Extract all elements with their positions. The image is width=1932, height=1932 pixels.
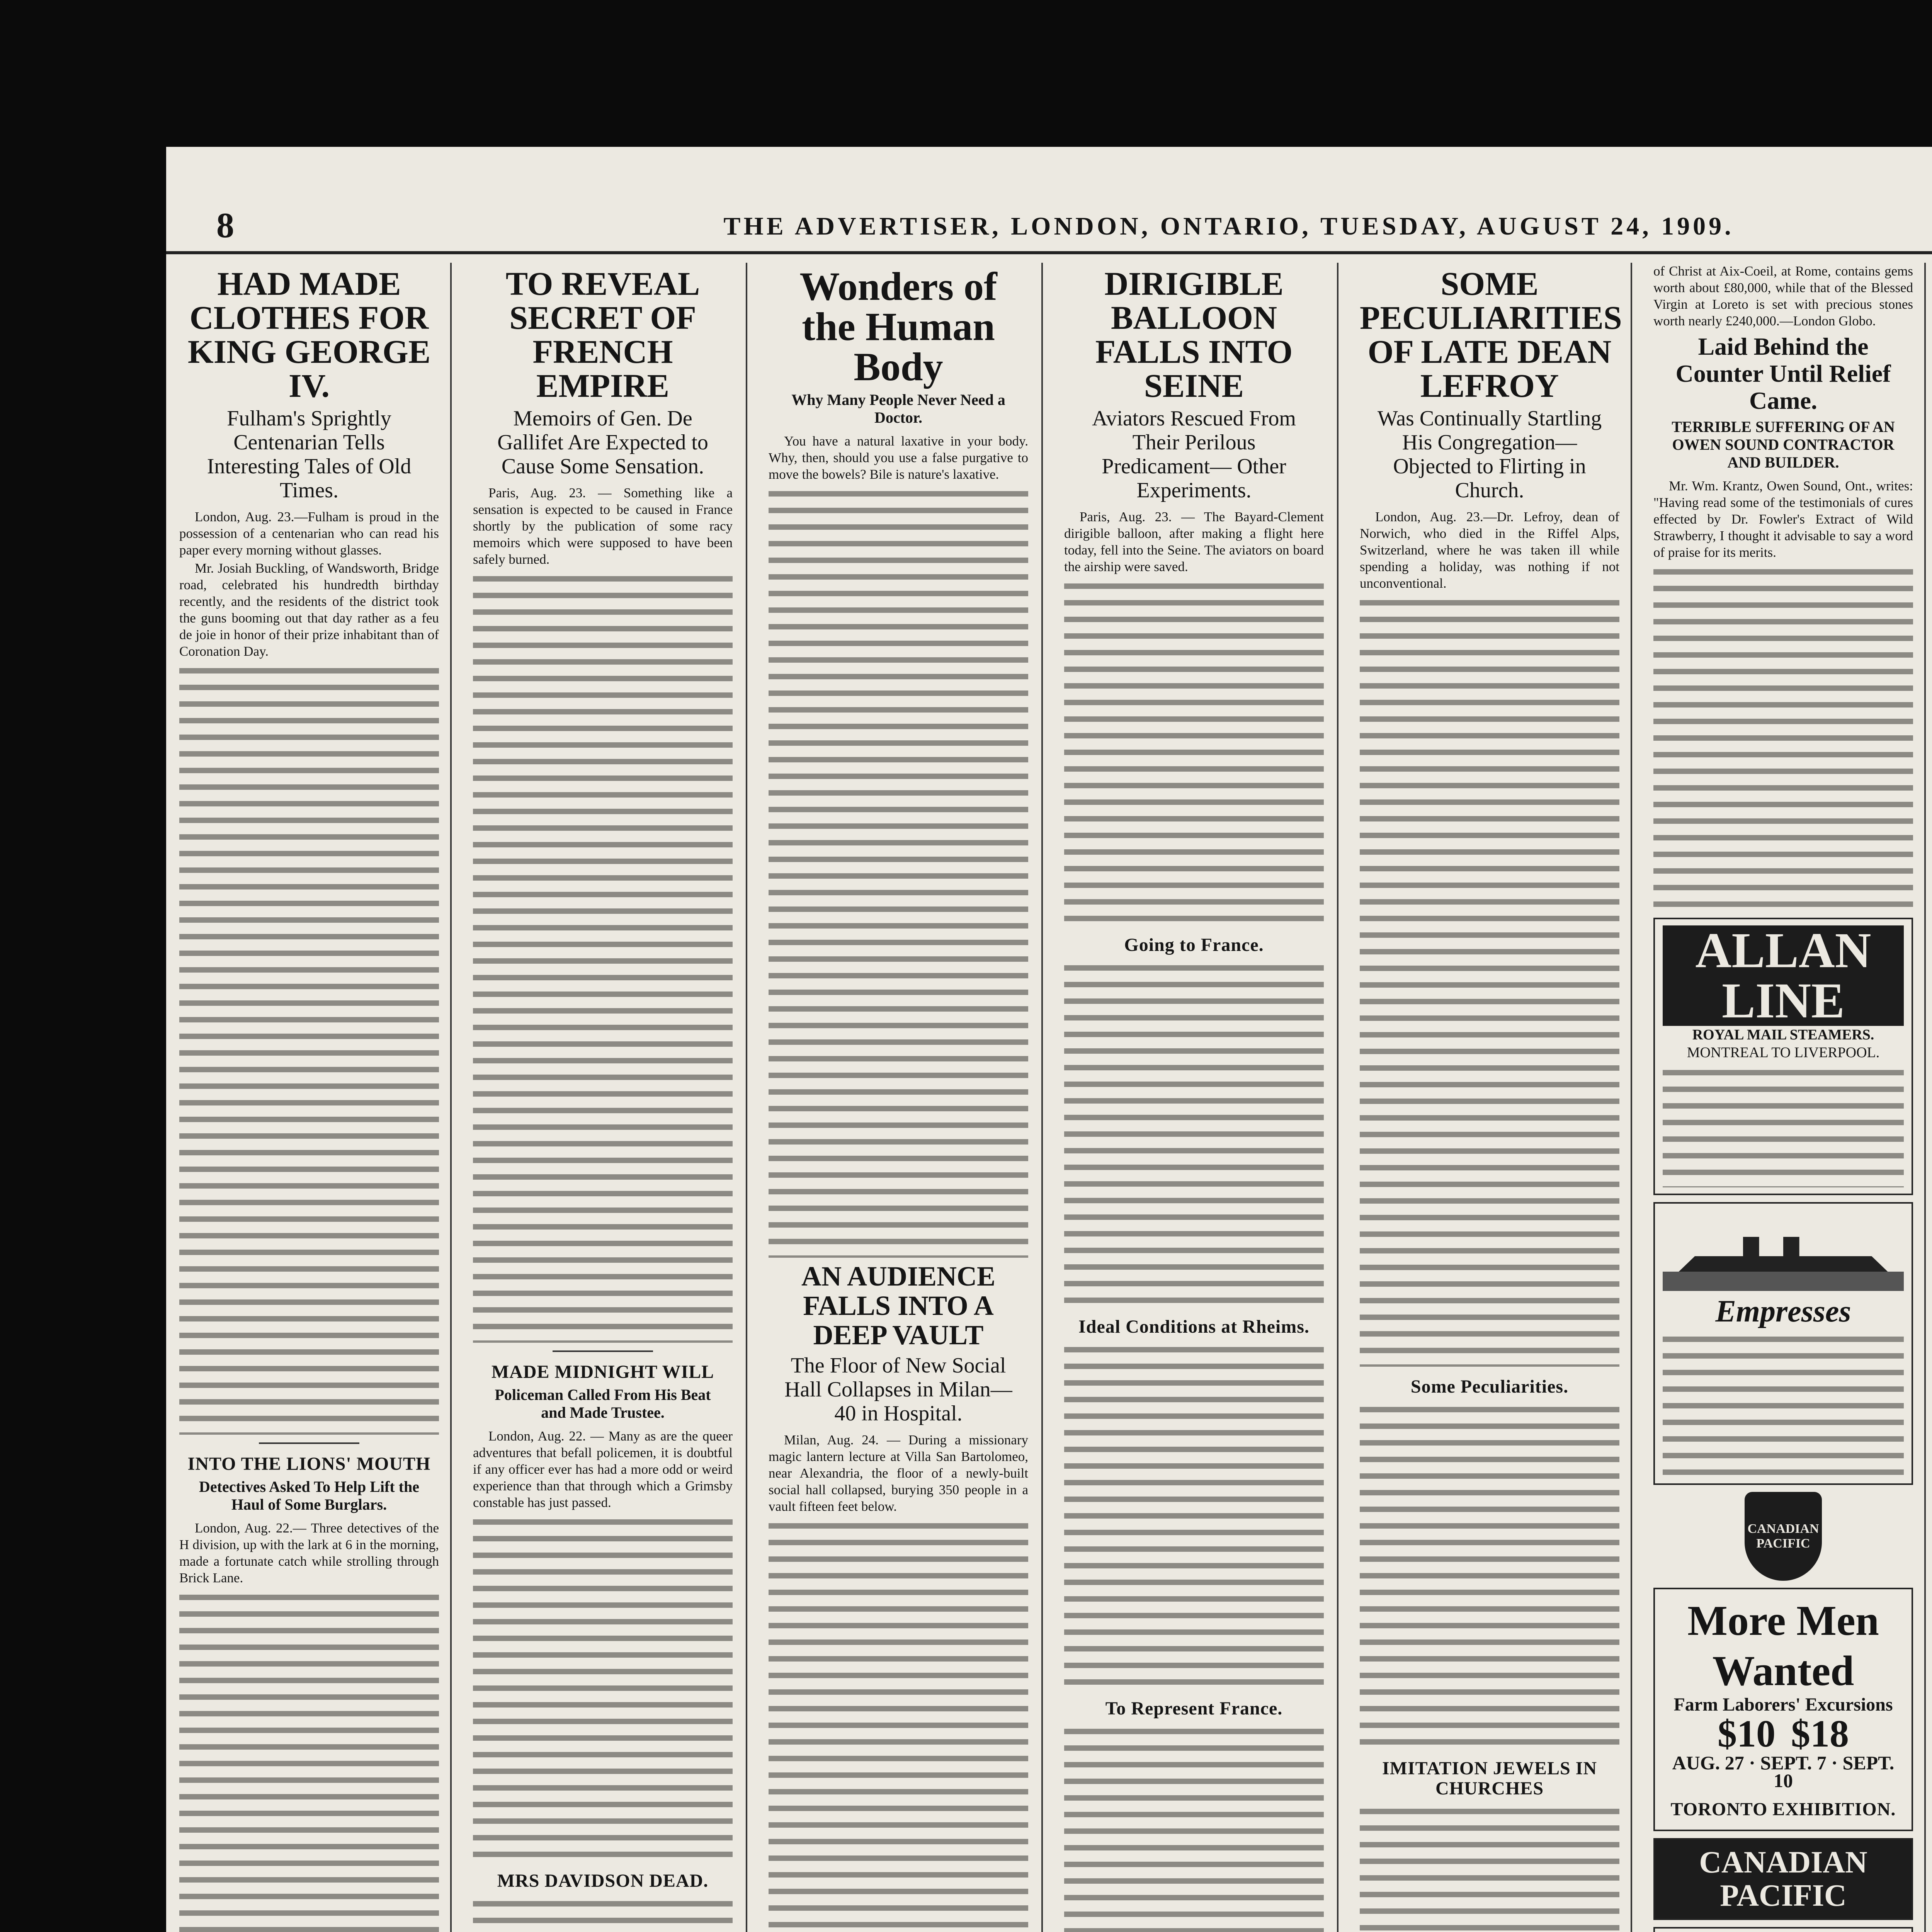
article-midnight-will: London, Aug. 22. — Many as are the queer adventures that befall policemen, it is doubtful if any officer ever has had a more odd or weird experience than that through which a Grimsby constable has just passed.	[473, 1429, 733, 1510]
column-rule	[746, 263, 747, 1932]
deck-human-body: Why Many People Never Need a Doctor.	[791, 391, 1005, 426]
subhead-going-france: Going to France.	[1124, 935, 1264, 955]
allan-line-ad	[1653, 918, 1913, 1195]
fare-return: $18	[1791, 1712, 1849, 1755]
canadian-pacific-banner	[1653, 1838, 1913, 1920]
headline-french-empire: TO REVEAL SECRET OF FRENCH EMPIRE	[505, 265, 700, 404]
article-owen-sound: Mr. Wm. Krantz, Owen Sound, Ont., writes: "Having read some of the testimonials of cures effected by Dr. Fowler's Extract of Wild Strawberry, I thought it advisable to say a word of praise for its merits.	[1653, 478, 1913, 560]
subhead-peculiarities: Some Peculiarities.	[1410, 1376, 1569, 1397]
page-number: 8	[216, 206, 234, 245]
deck-clothes: Fulham's Sprightly Centenarian Tells Interesting Tales of Old Times.	[207, 406, 412, 502]
deck-midnight-will: Policeman Called From His Beat and Made Trustee.	[495, 1386, 711, 1421]
article-text-block	[179, 1588, 439, 1932]
headline-audience: AN AUDIENCE FALLS INTO A DEEP VAULT	[801, 1261, 996, 1350]
article-jewels-continued: of Christ at Aix-Coeil, at Rome, contains gems worth about £80,000, while that of the Blessed Virgin at Loreto is set with precious stones worth nearly £240,000.—London Globo.	[1653, 264, 1913, 328]
subhead-represent-france: To Represent France.	[1105, 1698, 1283, 1719]
article-balloon: Paris, Aug. 23. — The Bayard-Clement dirigible balloon, after making a flight here today, fell into the Seine. The aviators on board the airship were saved.	[1064, 509, 1324, 574]
toronto-exhibition: TORONTO EXHIBITION.	[1670, 1799, 1896, 1820]
article-text-block	[1064, 577, 1324, 925]
column-rule	[450, 263, 452, 1932]
article-text-block	[473, 1513, 733, 1861]
headline-midnight-will: MADE MIDNIGHT WILL	[491, 1362, 714, 1382]
article-text-block	[179, 662, 439, 1435]
column-6	[1644, 263, 1922, 1932]
allan-line-logo: ALLAN LINE	[1663, 925, 1904, 1026]
deck-balloon: Aviators Rescued From Their Perilous Predicament— Other Experiments.	[1092, 406, 1296, 502]
column-rule	[1337, 263, 1338, 1932]
excursion-dates: AUG. 27 · SEPT. 7 · SEPT. 10	[1672, 1752, 1895, 1791]
headline-balloon: DIRIGIBLE BALLOON FALLS INTO SEINE	[1095, 265, 1293, 404]
more-men-title: More Men Wanted	[1687, 1597, 1879, 1694]
allan-line-sub: ROYAL MAIL STEAMERS.	[1692, 1027, 1874, 1043]
article-text-block	[769, 1517, 1028, 1932]
harvest-excursions: Farm Laborers' Excursions	[1673, 1694, 1893, 1715]
empresses-ad	[1653, 1202, 1913, 1485]
column-5	[1350, 263, 1629, 1932]
column-1	[170, 263, 448, 1932]
column-rule	[1041, 263, 1043, 1932]
article-clothes: London, Aug. 23.—Fulham is proud in the possession of a centenarian who can read his paper every morning without glasses. Mr. Josiah Buckling, of Wandsworth, Bridge road, celebrated his hundredth birthday recently, and the residents of the district took the guns booming out that day rather as a feu de joie in honor of their prize inhabitant than of Coronation Day.	[179, 509, 439, 659]
article-text-block	[1360, 1803, 1619, 1932]
headline-clothes: HAD MADE CLOTHES FOR KING GEORGE IV.	[187, 265, 431, 404]
article-text-block	[1064, 959, 1324, 1307]
farm-laborers-ad	[1653, 1927, 1913, 1932]
column-4	[1055, 263, 1333, 1932]
article-lefroy: London, Aug. 23.—Dr. Lefroy, dean of Norwich, who died in the Riffel Alps, Switzerland, where he was taken ill while spending a holiday, was nothing if not unconventional.	[1360, 509, 1619, 591]
deck-lions-mouth: Detectives Asked To Help Lift the Haul of Some Burglars.	[199, 1478, 419, 1513]
article-audience: Milan, Aug. 24. — During a missionary magic lantern lecture at Villa San Bartolomeo, near Alexandria, the floor of a newly-built social hall collapsed, burying 350 people in a vault fifteen feet below.	[769, 1432, 1028, 1514]
article-human-body: You have a natural laxative in your body. Why, then, should you use a false purgative to move the bowels? Bile is nature's laxative.	[769, 434, 1028, 482]
headline-lefroy: SOME PECULIARITIES OF LATE DEAN LEFROY	[1360, 265, 1622, 404]
empresses-title: Empresses	[1715, 1294, 1851, 1328]
headline-imitation-jewels: IMITATION JEWELS IN CHURCHES	[1382, 1758, 1597, 1799]
fare-going: $10	[1718, 1712, 1776, 1755]
headline-human-body: Wonders of the Human Body	[799, 264, 997, 389]
article-text-block	[1360, 1401, 1619, 1748]
article-text-block	[1064, 1723, 1324, 1932]
canadian-pacific-shield-logo: CANADIAN PACIFIC	[1745, 1492, 1822, 1581]
column-2	[464, 263, 742, 1932]
more-men-wanted-ad	[1653, 1588, 1913, 1831]
deck-audience: The Floor of New Social Hall Collapses in Milan—40 in Hospital.	[784, 1354, 1012, 1425]
article-text-block	[1653, 563, 1913, 911]
deck-lefroy: Was Continually Startling His Congregation—Objected to Flirting in Church.	[1377, 406, 1602, 502]
column-rule	[1631, 263, 1632, 1932]
newspaper-title: THE ADVERTISER, LONDON, ONTARIO, TUESDAY, AUGUST 24, 1909.	[723, 212, 1734, 240]
article-text-block	[1064, 1341, 1324, 1689]
article-text-block	[473, 570, 733, 1343]
headline-laid-behind-counter: Laid Behind the Counter Until Relief Came.	[1675, 333, 1891, 414]
deck-owen-sound: TERRIBLE SUFFERING OF AN OWEN SOUND CONTRACTOR AND BUILDER.	[1672, 418, 1895, 471]
headline-davidson: MRS DAVIDSON DEAD.	[497, 1871, 709, 1891]
cp-banner-title: CANADIAN PACIFIC	[1699, 1845, 1867, 1913]
masthead	[166, 205, 1932, 254]
schedule-block	[1663, 1064, 1904, 1187]
newspaper-page	[166, 147, 1932, 1932]
column-rule	[1924, 263, 1926, 1932]
article-text-block	[1360, 594, 1619, 1367]
allan-line-route: MONTREAL TO LIVERPOOL.	[1687, 1044, 1880, 1061]
article-text-block	[769, 485, 1028, 1258]
column-3	[759, 263, 1037, 1932]
schedule-block	[1663, 1330, 1904, 1477]
article-lions-mouth: London, Aug. 22.— Three detectives of the H division, up with the lark at 6 in the morning, made a fortunate catch while strolling through Brick Lane.	[179, 1520, 439, 1585]
headline-lions-mouth: INTO THE LIONS' MOUTH	[187, 1454, 431, 1474]
steamship-illustration	[1663, 1214, 1904, 1291]
article-french-empire: Paris, Aug. 23. — Something like a sensation is expected to be caused in France shortly by the publication of some racy memoirs which were supposed to have been safely burned.	[473, 485, 733, 567]
deck-french-empire: Memoirs of Gen. De Gallifet Are Expected to Cause Some Sensation.	[497, 406, 708, 478]
article-text-block	[473, 1895, 733, 1932]
subhead-rheims: Ideal Conditions at Rheims.	[1078, 1316, 1310, 1337]
